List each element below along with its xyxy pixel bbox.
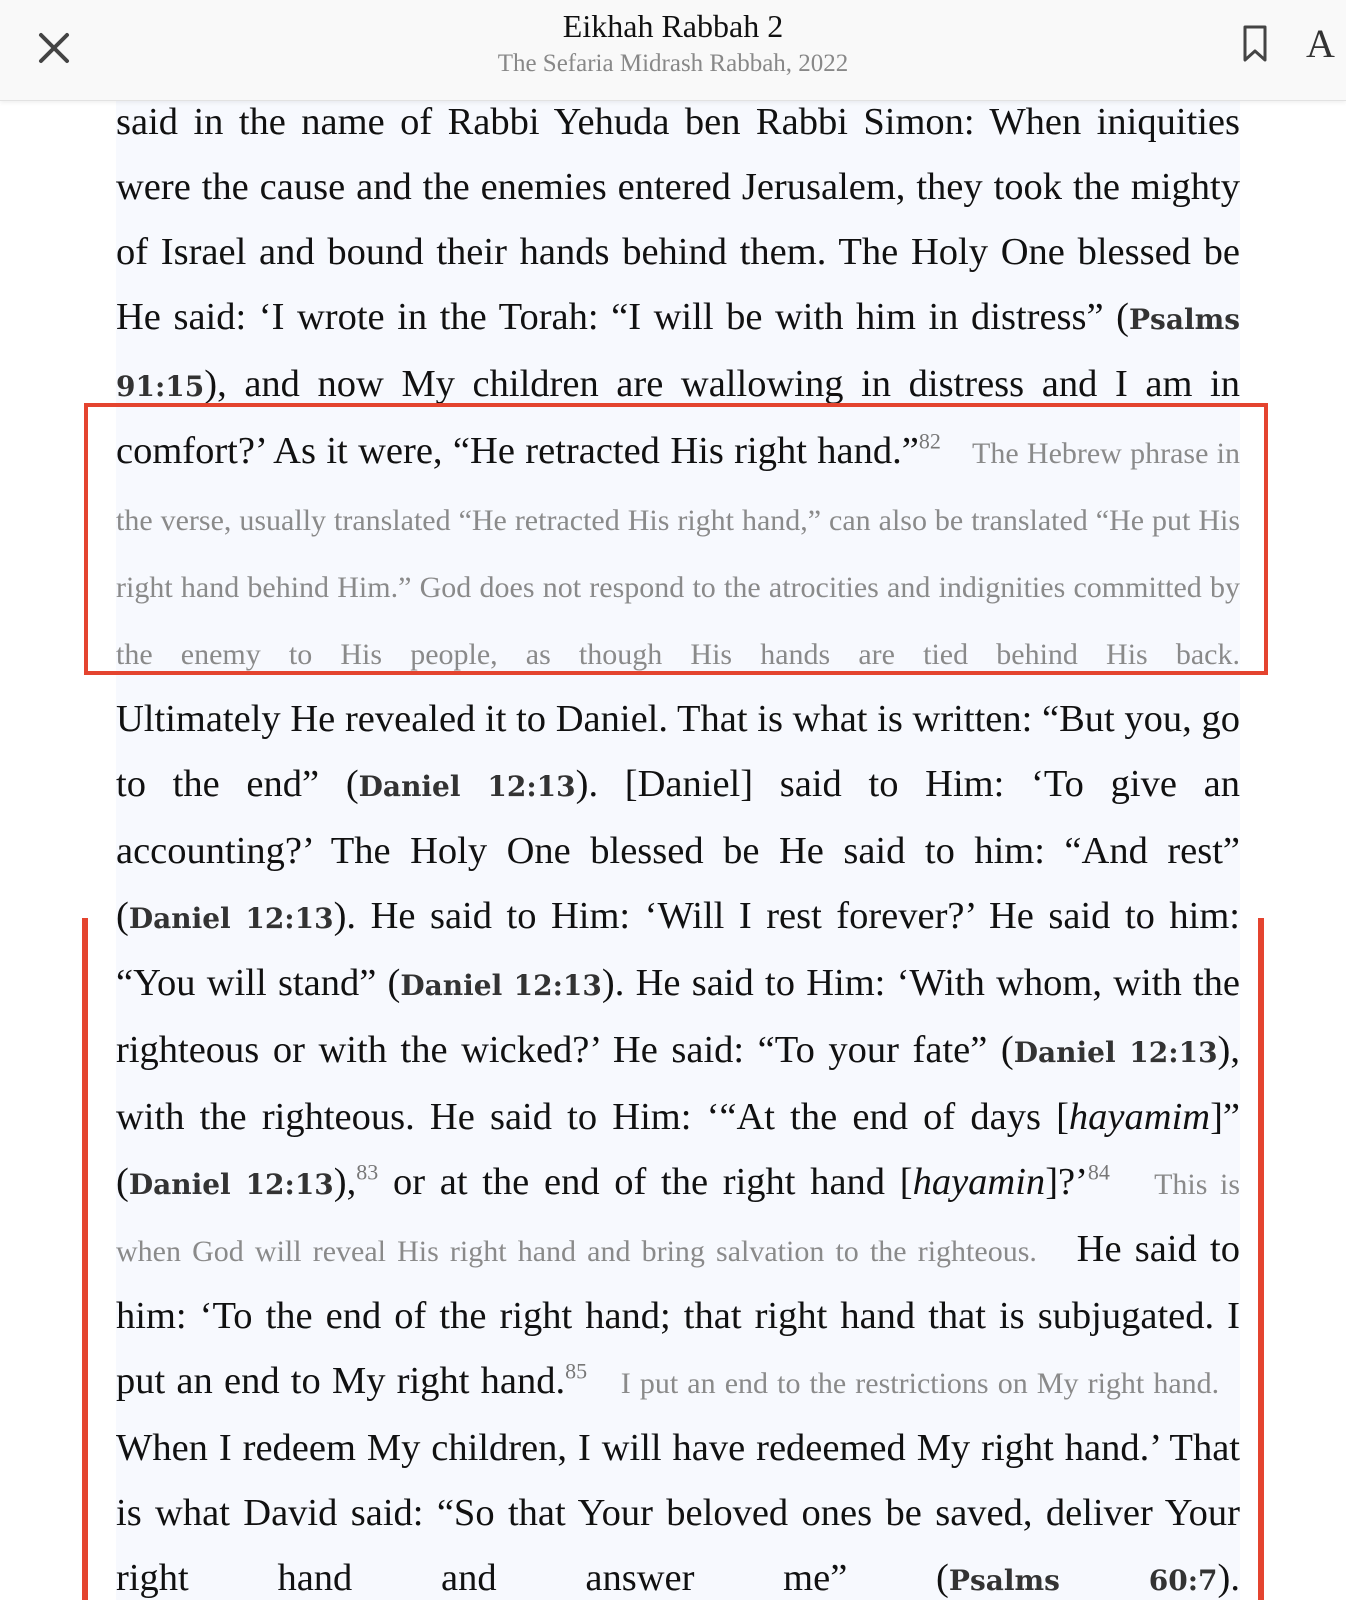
passage-text-segment: ), [333,1161,357,1203]
bookmark-icon [1240,24,1270,64]
passage-text-segment: ). He said to Him: ‘Will I rest forever?’ He said to him: “You will stand” ( [116,895,1240,1004]
footnote-marker[interactable]: 83 [356,1159,379,1185]
passage-text [116,90,1240,1613]
bookmark-button[interactable] [1240,24,1270,64]
passage-text-segment: ). [Daniel] said to Him: ‘To give an accounting?’ The Holy One blessed be He said to him: “And rest” ( [116,763,1240,937]
citation-link[interactable]: Daniel 12:13 [128,1168,334,1201]
citation-link[interactable]: Daniel 12:13 [128,902,334,935]
footnote-text: I put an end to the restrictions on My right hand. [620,1367,1220,1400]
footnote-marker[interactable]: 85 [565,1358,588,1384]
footnote-marker[interactable]: 82 [918,428,941,454]
footnote-text: This is when God will reveal His right hand and bring salvation to the righteous. [116,1168,1240,1268]
page-title: Eikhah Rabbah 2 [562,8,784,44]
citation-link[interactable]: Psalms 60:7 [948,1564,1218,1597]
citation-link[interactable]: Psalms 91:15 [116,303,1240,403]
passage-text-segment: ]” ( [116,1096,1240,1203]
passage-text-segment: or at the end of the right hand [ [378,1161,913,1203]
citation-link[interactable]: Daniel 12:13 [1013,1036,1218,1069]
transliteration: hayamin [912,1161,1046,1203]
passage-text-segment: ), with the righteous. He said to Him: ‘“At the end of days [ [116,1029,1240,1138]
passage-text-segment: ). He said to Him: ‘With whom, with the righteous or with the wicked?’ He said: “To your fate” ( [116,962,1240,1071]
reader-header [0,0,1346,101]
passage-text-segment: ]?’ [1045,1161,1088,1203]
citation-link[interactable]: Daniel 12:13 [358,770,576,803]
citation-link[interactable]: Daniel 12:13 [400,969,602,1002]
footnote-marker[interactable]: 84 [1087,1159,1110,1185]
page-subtitle: The Sefaria Midrash Rabbah, 2022 [497,50,849,77]
text-reader [116,90,1240,1600]
passage-text-segment: When I redeem My children, I will have redeemed My right hand.’ That is what David said: “So that Your beloved ones be saved, deliver Your right hand and answer me” ( [116,1427,1240,1599]
annotation-bracket-right [1258,918,1264,1600]
passage-text-segment: He said to him: ‘To the end of the right hand; that right hand that is subjugated. I put an end to My right hand. [116,1228,1241,1402]
font-settings-button[interactable]: A [1306,21,1335,66]
passage-text-segment: ), and now My children are wallowing in distress and I am in comfort?’ As it were, “He retracted His right hand.” [116,363,1240,472]
passage-text-segment: said in the name of Rabbi Yehuda ben Rabbi Simon: When iniquities were the cause and the enemies entered Jerusalem, they took the mighty of Israel and bound their hands behind them. The Holy One blessed be He said: ‘I wrote in the Torah: “I will be with him in distress” ( [116,101,1240,338]
footnote-text: The Hebrew phrase in the verse, usually translated “He retracted His right hand,” can also be translated “He put His right hand behind Him.” God does not respond to the atrocities and indignities committed by the enemy to His people, as though His hands are tied behind His back. [116,437,1240,671]
passage-text-segment: ). [1217,1557,1240,1599]
annotation-bracket-left [82,918,88,1600]
transliteration: hayamim [1068,1096,1211,1138]
passage-text-segment: Ultimately He revealed it to Daniel. That is what is written: “But you, go to the end” ( [116,698,1240,805]
